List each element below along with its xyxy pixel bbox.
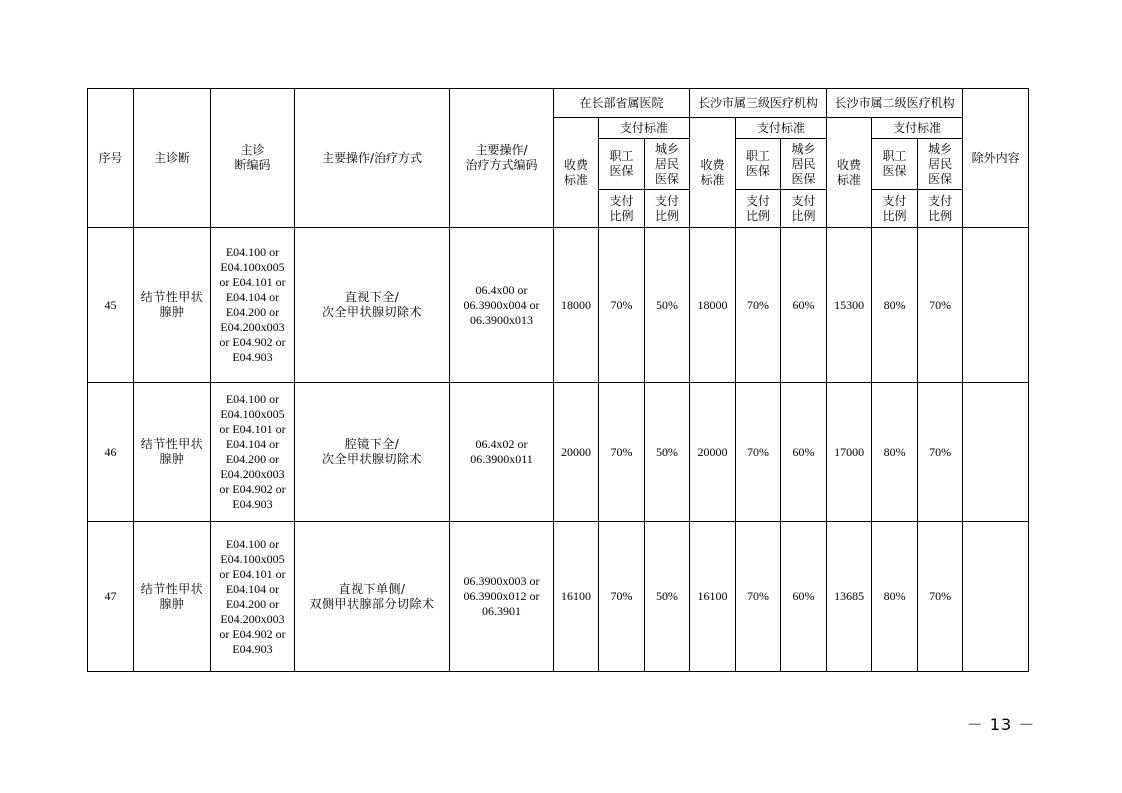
header-seq: 序号 [88, 89, 134, 228]
cell-staff-ratio-provincial: 70% [599, 522, 645, 672]
cell-staff-ratio-tier2: 80% [872, 383, 918, 522]
cell-resident-ratio-provincial: 50% [645, 522, 690, 672]
cell-fee-provincial: 16100 [554, 522, 599, 672]
row-diagnosis: 结节性甲状 腺肿 [134, 228, 211, 383]
header-fee-standard: 收费 标准 [554, 118, 599, 228]
row-number: 47 [88, 522, 134, 672]
header-exclusions: 除外内容 [963, 89, 1029, 228]
cell-fee-tier3: 18000 [690, 228, 736, 383]
table-row [88, 383, 1029, 522]
cell-exclusions [963, 228, 1029, 383]
header-group-tier2: 长沙市属二级医疗机构 [827, 89, 963, 118]
cell-resident-ratio-provincial: 50% [645, 383, 690, 522]
cell-resident-ratio-tier2: 70% [918, 228, 963, 383]
row-number: 45 [88, 228, 134, 383]
header-staff-insurance: 职工 医保 [599, 139, 645, 190]
cell-fee-provincial: 18000 [554, 228, 599, 383]
header-fee-standard: 收费 标准 [827, 118, 872, 228]
row-operation: 直视下单侧/ 双侧甲状腺部分切除术 [295, 522, 450, 672]
cell-resident-ratio-tier2: 70% [918, 522, 963, 672]
header-operation: 主要操作/治疗方式 [295, 89, 450, 228]
page-number: － 13 － [966, 715, 1036, 734]
cell-resident-ratio-tier3: 60% [781, 228, 827, 383]
row-number: 46 [88, 383, 134, 522]
row-diagnosis-code: E04.100 or E04.100x005 or E04.101 or E04.104 or E04.200 or E04.200x003 or E04.902 or E04.903 [211, 383, 295, 522]
header-pay-standard: 支付标准 [872, 118, 963, 139]
table-row [88, 228, 1029, 383]
cell-resident-ratio-tier3: 60% [781, 383, 827, 522]
header-staff-insurance: 职工 医保 [872, 139, 918, 190]
cell-staff-ratio-tier3: 70% [736, 522, 781, 672]
cell-resident-ratio-tier3: 60% [781, 522, 827, 672]
row-operation-code: 06.4x00 or 06.3900x004 or 06.3900x013 [450, 228, 554, 383]
cell-fee-provincial: 20000 [554, 383, 599, 522]
dr-g-payment-table [87, 88, 1029, 672]
cell-fee-tier2: 15300 [827, 228, 872, 383]
row-operation: 直视下全/ 次全甲状腺切除术 [295, 228, 450, 383]
row-operation: 腔镜下全/ 次全甲状腺切除术 [295, 383, 450, 522]
header-group-tier3: 长沙市属三级医疗机构 [690, 89, 827, 118]
header-fee-standard: 收费 标准 [690, 118, 736, 228]
header-pay-ratio: 支付 比例 [918, 190, 963, 228]
cell-fee-tier2: 13685 [827, 522, 872, 672]
row-diagnosis: 结节性甲状 腺肿 [134, 522, 211, 672]
cell-exclusions [963, 383, 1029, 522]
cell-staff-ratio-tier3: 70% [736, 383, 781, 522]
header-pay-ratio: 支付 比例 [872, 190, 918, 228]
header-operation-code: 主要操作/ 治疗方式编码 [450, 89, 554, 228]
header-resident-insurance: 城乡 居民 医保 [781, 139, 827, 190]
row-diagnosis-code: E04.100 or E04.100x005 or E04.101 or E04.104 or E04.200 or E04.200x003 or E04.902 or E04.903 [211, 228, 295, 383]
row-diagnosis: 结节性甲状 腺肿 [134, 383, 211, 522]
header-pay-ratio: 支付 比例 [645, 190, 690, 228]
header-diagnosis: 主诊断 [134, 89, 211, 228]
cell-exclusions [963, 522, 1029, 672]
header-resident-insurance: 城乡 居民 医保 [918, 139, 963, 190]
header-staff-insurance: 职工 医保 [736, 139, 781, 190]
header-diagnosis-code: 主诊 断编码 [211, 89, 295, 228]
cell-staff-ratio-tier2: 80% [872, 228, 918, 383]
header-pay-ratio: 支付 比例 [736, 190, 781, 228]
cell-staff-ratio-tier3: 70% [736, 228, 781, 383]
header-pay-standard: 支付标准 [599, 118, 690, 139]
cell-fee-tier3: 20000 [690, 383, 736, 522]
cell-fee-tier3: 16100 [690, 522, 736, 672]
cell-fee-tier2: 17000 [827, 383, 872, 522]
cell-staff-ratio-tier2: 80% [872, 522, 918, 672]
table-row [88, 522, 1029, 672]
row-diagnosis-code: E04.100 or E04.100x005 or E04.101 or E04.104 or E04.200 or E04.200x003 or E04.902 or E04.903 [211, 522, 295, 672]
header-resident-insurance: 城乡 居民 医保 [645, 139, 690, 190]
cell-staff-ratio-provincial: 70% [599, 383, 645, 522]
row-operation-code: 06.4x02 or 06.3900x011 [450, 383, 554, 522]
header-pay-standard: 支付标准 [736, 118, 827, 139]
cell-resident-ratio-tier2: 70% [918, 383, 963, 522]
cell-resident-ratio-provincial: 50% [645, 228, 690, 383]
header-pay-ratio: 支付 比例 [599, 190, 645, 228]
row-operation-code: 06.3900x003 or 06.3900x012 or 06.3901 [450, 522, 554, 672]
header-pay-ratio: 支付 比例 [781, 190, 827, 228]
header-group-provincial: 在长部省属医院 [554, 89, 690, 118]
cell-staff-ratio-provincial: 70% [599, 228, 645, 383]
